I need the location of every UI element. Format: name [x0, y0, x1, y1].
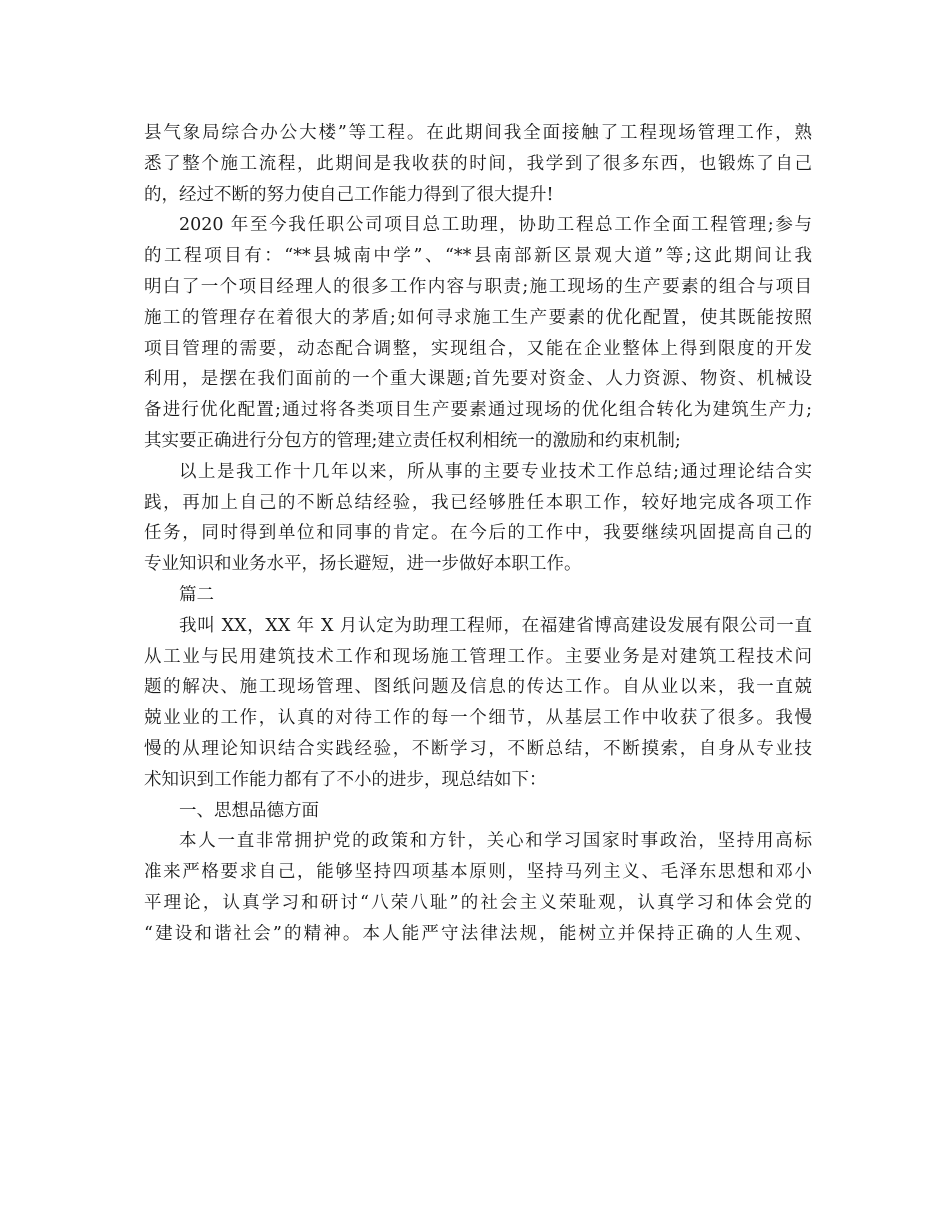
text-line: 题的解决、施工现场管理、图纸问题及信息的传达工作。自从业以来，我一直兢 — [144, 677, 812, 698]
text-line: 任务，同时得到单位和同事的肯定。在今后的工作中，我要继续巩固提高自己的 — [144, 523, 812, 544]
paragraph — [144, 580, 812, 611]
text-line: 县气象局综合办公大楼”等工程。在此期间我全面接触了工程现场管理工作，熟 — [144, 123, 812, 143]
text-line: 我叫 XX，XX 年 X 月认定为助理工程师，在福建省博高建设发展有限公司一直 — [179, 615, 812, 636]
text-line: 利用，是摆在我们面前的一个重大课题;首先要对资金、人力资源、物资、机械设 — [144, 369, 812, 390]
text-line: 其实要正确进行分包方的管理;建立责任权利相统一的激励和约束机制; — [144, 430, 681, 451]
text-line: 准来严格要求自己，能够坚持四项基本原则，坚持马列主义、毛泽东思想和邓小 — [144, 862, 812, 883]
text-line: 的，经过不断的努力使自己工作能力得到了很大提升! — [144, 184, 554, 205]
text-line: 专业知识和业务水平，扬长避短，进一步做好本职工作。 — [144, 554, 582, 575]
text-line: 一、思想品德方面 — [179, 800, 319, 821]
text-line: 施工的管理存在着很大的茅盾;如何寻求施工生产要素的优化配置，使其既能按照 — [144, 307, 812, 328]
text-line: 项目管理的需要，动态配合调整，实现组合，又能在企业整体上得到限度的开发 — [144, 338, 812, 359]
paragraph — [144, 826, 812, 949]
paragraph — [144, 457, 812, 580]
paragraph — [144, 611, 812, 796]
text-line: 备进行优化配置;通过将各类项目生产要素通过现场的优化组合转化为建筑生产力; — [144, 400, 812, 421]
text-line: 术知识到工作能力都有了不小的进步，现总结如下： — [144, 769, 547, 790]
text-line: 的工程项目有：“**县城南中学”、“**县南部新区景观大道”等;这此期间让我 — [144, 246, 812, 267]
text-line: 篇二 — [179, 584, 214, 605]
document-body — [144, 118, 812, 950]
text-line: 践，再加上自己的不断总结经验，我已经够胜任本职工作，较好地完成各项工作 — [144, 492, 812, 513]
text-line: 本人一直非常拥护党的政策和方针，关心和学习国家时事政治，坚持用高标 — [179, 831, 812, 852]
paragraph — [144, 210, 812, 456]
text-line: 明白了一个项目经理人的很多工作内容与职责;施工现场的生产要素的组合与项目 — [144, 276, 812, 297]
text-line: 兢业业的工作，认真的对待工作的每一个细节，从基层工作中收获了很多。我慢 — [144, 708, 812, 729]
paragraph — [144, 118, 812, 210]
text-line: 从工业与民用建筑技术工作和现场施工管理工作。主要业务是对建筑工程技术问 — [144, 646, 812, 667]
text-line: 平理论，认真学习和研讨“八荣八耻”的社会主义荣耻观，认真学习和体会党的 — [144, 892, 812, 913]
paragraph — [144, 796, 812, 827]
text-line: 2020 年至今我任职公司项目总工助理，协助工程总工作全面工程管理;参与 — [179, 215, 812, 236]
text-line: 以上是我工作十几年以来，所从事的主要专业技术工作总结;通过理论结合实 — [179, 461, 812, 482]
text-line: 慢的从理论知识结合实践经验，不断学习，不断总结，不断摸索，自身从专业技 — [144, 738, 812, 759]
text-line: “建设和谐社会”的精神。本人能严守法律法规，能树立并保持正确的人生观、 — [144, 923, 812, 944]
text-line: 悉了整个施工流程，此期间是我收获的时间，我学到了很多东西，也锻炼了自己 — [144, 153, 812, 174]
